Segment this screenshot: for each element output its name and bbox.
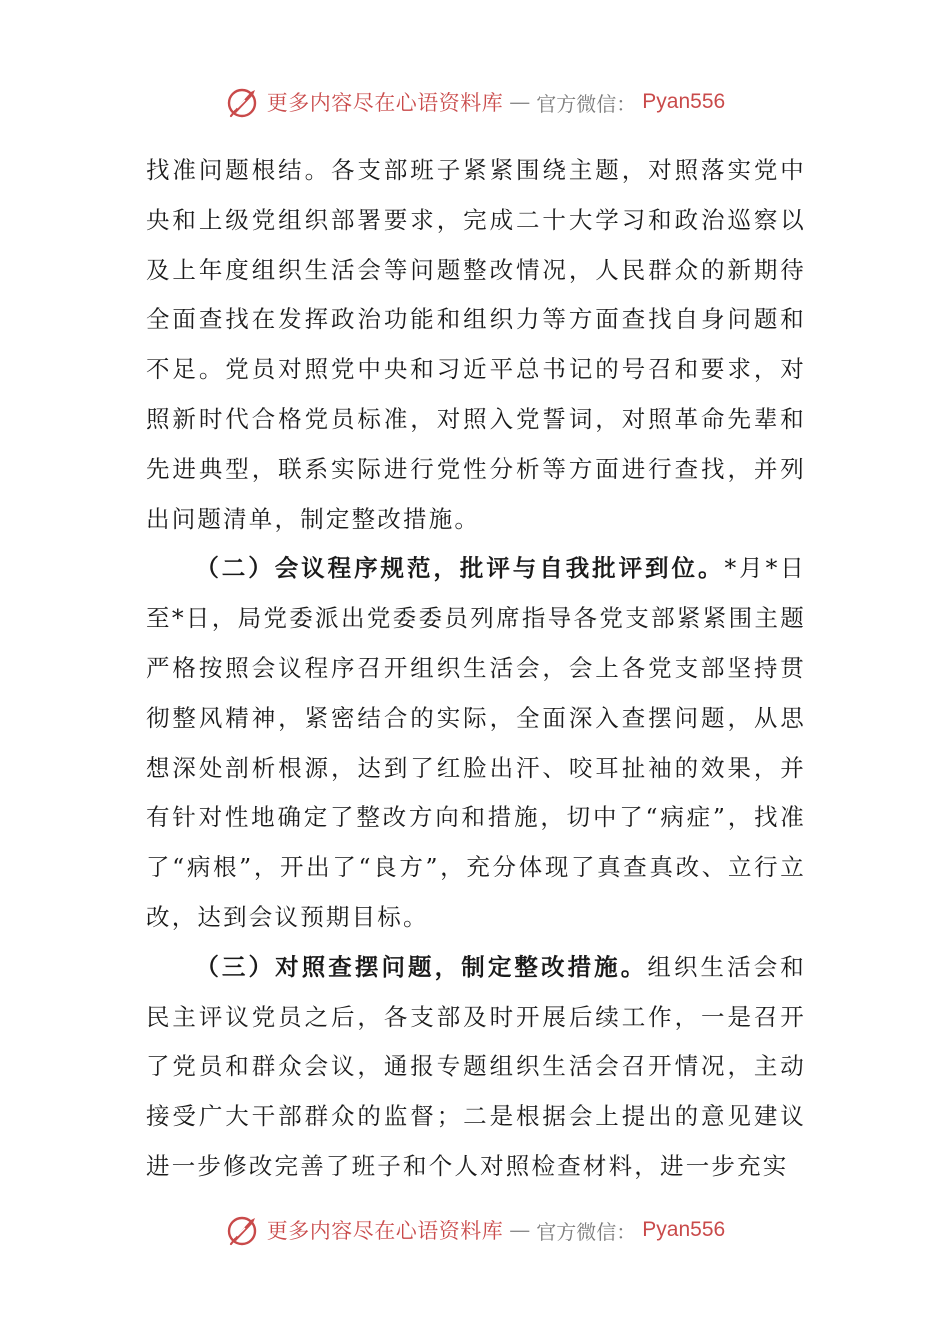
paragraph-1-text: 找准问题根结。各支部班子紧紧围绕主题，对照落实党中央和上级党组织部署要求，完成二十大学习和政治巡察以及上年度组织生活会等问题整改情况，人民群众的新期待全面查找在发挥政治功能和组织力等方面查找自身问题和不足。党员对照党中央和习近平总书记的号召和要求，对照新时代合格党员标准，对照入党誓词，对照革命先辈和先进典型，联系实际进行党性分析等方面进行查找，并列出问题清单，制定整改措施。 <box>146 156 806 533</box>
site-name: 更多内容尽在心语资料库 <box>266 1219 504 1243</box>
wechat-label: 官方微信： <box>536 91 637 116</box>
paragraph-1 <box>146 146 806 544</box>
paragraph-2-text: *月*日至*日，局党委派出党委委员列席指导各党支部紧紧围主题严格按照会议程序召开组织生活会，会上各党支部坚持贯彻整风精神，紧密结合的实际，全面深入查摆问题，从思想深处剖析根源，达到了红脸出汗、咬耳扯袖的效果，并有针对性地确定了整改方向和措施，切中了“病症”，找准了“病根”，开出了“良方”，充分体现了真查真改、立行立改，达到会议预期目标。 <box>146 554 806 931</box>
footer-watermark <box>0 1208 950 1252</box>
paragraph-3 <box>146 943 806 1192</box>
section-heading-2: （二）会议程序规范，批评与自我批评到位。 <box>195 554 725 583</box>
section-heading-3: （三）对照查摆问题，制定整改措施。 <box>195 952 648 981</box>
paragraph-3-text: 组织生活会和民主评议党员之后，各支部及时开展后续工作，一是召开了党员和群众会议，通报专题组织生活会召开情况，主动接受广大干部群众的监督；二是根据会上提出的意见建议进一步修改完善了班子和个人对照检查材料，进一步充实 <box>146 952 807 1180</box>
separator-dash: — <box>509 90 531 114</box>
site-name: 更多内容尽在心语资料库 <box>266 91 504 115</box>
wechat-id: Pyan556 <box>642 90 726 113</box>
paragraph-2 <box>146 544 806 942</box>
document-body <box>146 146 806 1192</box>
wechat-label: 官方微信： <box>536 1219 637 1244</box>
separator-dash: — <box>509 1218 531 1242</box>
quill-logo-icon <box>225 84 261 120</box>
quill-logo-icon <box>225 1212 261 1248</box>
header-watermark <box>0 80 950 124</box>
wechat-id: Pyan556 <box>642 1218 726 1241</box>
